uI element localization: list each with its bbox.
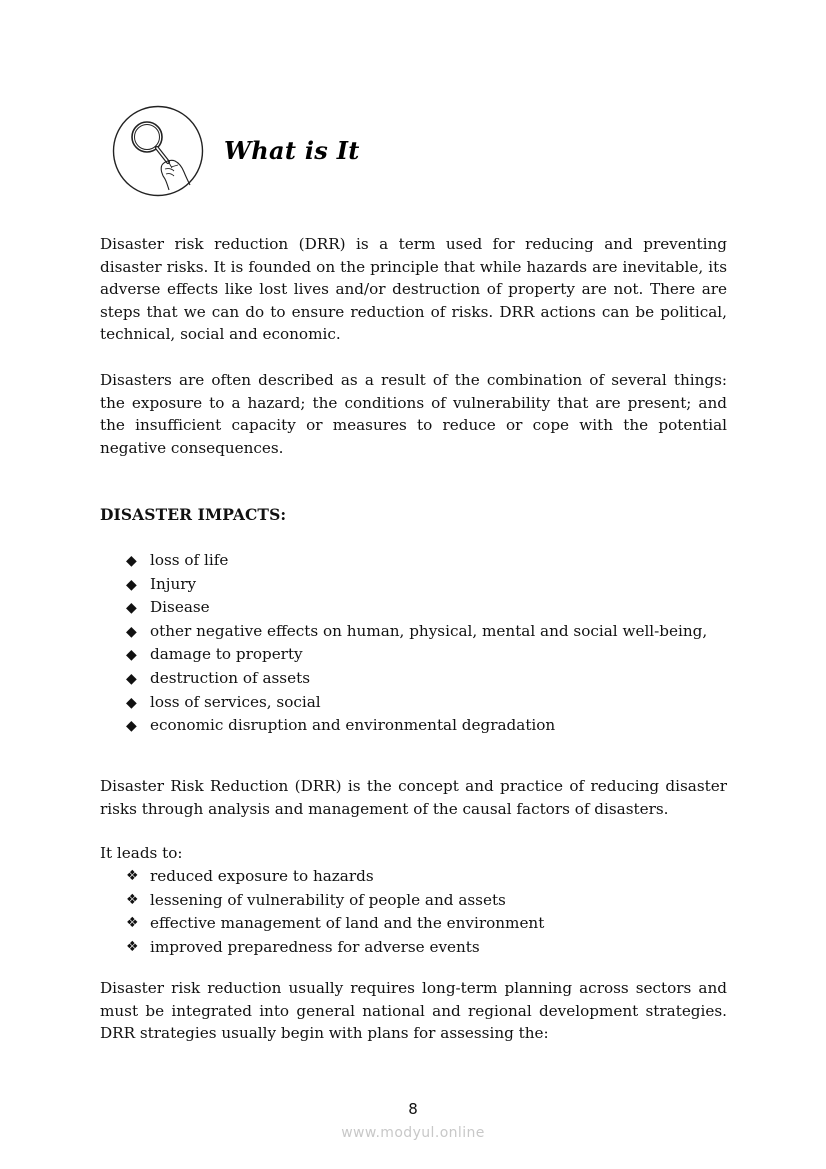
impacts-list [126, 549, 707, 738]
list-item: ◆ loss of life [126, 549, 707, 573]
section-header [112, 105, 360, 197]
intro-paragraph-2: Disasters are often described as a result of the combination of several things: the exposure to a hazard; the conditions of vulnerability that are present; and the insufficient capacity or measures to reduce or cope with the potential negative consequences. [100, 371, 727, 457]
list-item: ◆ Disease [126, 596, 707, 620]
diamond-bullet-icon: ◆ [126, 553, 137, 569]
list-item: ◆ destruction of assets [126, 667, 707, 691]
list-item: ◆ economic disruption and environmental degradation [126, 714, 707, 738]
four-diamond-bullet-icon: ❖ [126, 868, 139, 884]
list-item: ◆ Injury [126, 573, 707, 597]
impacts-heading: DISASTER IMPACTS: [100, 505, 287, 524]
closing-paragraph: Disaster risk reduction usually requires long-term planning across sectors and must be integrated into general national and regional development strategies. DRR strategies usually begin with plans for assessing the: [100, 979, 727, 1043]
magnifying-glass-in-hand-icon [112, 105, 204, 197]
leads-to-list [126, 865, 544, 959]
page-number: 8 [408, 1100, 418, 1118]
list-item: ❖ lessening of vulnerability of people and assets [126, 889, 544, 913]
list-item: ❖ reduced exposure to hazards [126, 865, 544, 889]
leads-to-label: It leads to: [100, 844, 183, 862]
four-diamond-bullet-icon: ❖ [126, 938, 139, 955]
diamond-bullet-icon: ◆ [126, 647, 137, 664]
watermark-url: www.modyul.online [341, 1125, 485, 1141]
list-item: ❖ effective management of land and the environment [126, 912, 544, 936]
four-diamond-bullet-icon: ❖ [126, 915, 139, 932]
drr-paragraph: Disaster Risk Reduction (DRR) is the concept and practice of reducing disaster risks through analysis and management of the causal factors of disasters. [100, 777, 727, 818]
intro-paragraph-1: Disaster risk reduction (DRR) is a term used for reducing and preventing disaster risks. It is founded on the principle that while hazards are inevitable, its adverse effects like lost lives and/or destruction of property are not. There are steps that we can do to ensure reduction of risks. DRR actions can be political, technical, social and economic. [100, 235, 727, 344]
list-item: ◆ other negative effects on human, physical, mental and social well-being, [126, 620, 707, 644]
diamond-bullet-icon: ◆ [126, 576, 137, 593]
list-item: ◆ damage to property [126, 643, 707, 667]
diamond-bullet-icon: ◆ [126, 718, 137, 735]
diamond-bullet-icon: ◆ [126, 600, 137, 617]
list-item: ❖ improved preparedness for adverse events [126, 936, 544, 960]
page-title: What is It [224, 135, 360, 165]
list-item: ◆ loss of services, social [126, 691, 707, 715]
diamond-bullet-icon: ◆ [126, 694, 137, 711]
four-diamond-bullet-icon: ❖ [126, 891, 139, 908]
diamond-bullet-icon: ◆ [126, 670, 137, 687]
diamond-bullet-icon: ◆ [126, 623, 137, 640]
